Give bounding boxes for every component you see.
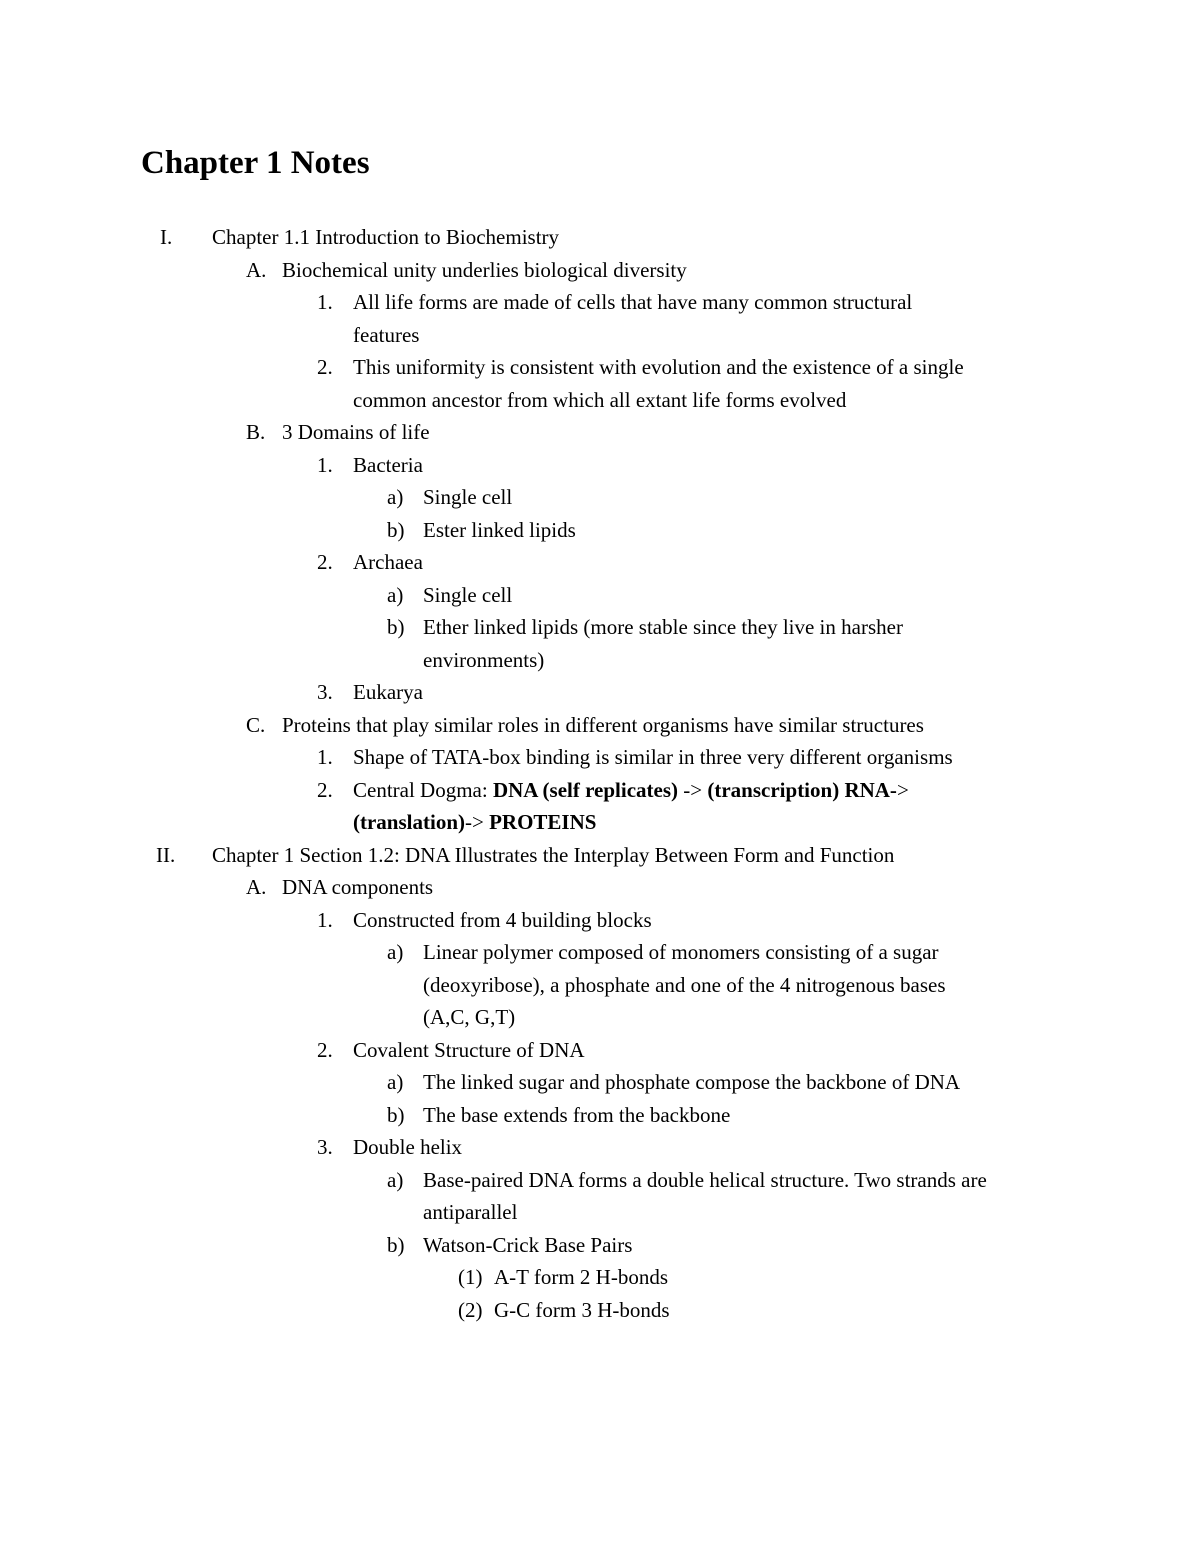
outline-text: A-T form 2 H-bonds (494, 1265, 669, 1289)
outline-item-level1 (0, 221, 1200, 254)
number-marker: 2. (317, 777, 333, 802)
roman-numeral-marker: I. (160, 225, 173, 249)
outline-item-level3 (0, 546, 1200, 579)
number-marker: 1. (317, 907, 333, 932)
letter-marker: A. (246, 257, 267, 282)
outline-item-level2 (0, 254, 1200, 287)
outline-item-level4 (0, 579, 1200, 612)
outline-text: Ester linked lipids (423, 517, 576, 542)
outline-text-line: antiparallel (423, 1200, 518, 1224)
paren-number-marker: (2) (458, 1297, 483, 1322)
letter-marker: B. (246, 420, 266, 444)
number-marker: 1. (317, 745, 333, 769)
outline-text-line: This uniformity is consistent with evolution and the existence of a single (353, 355, 964, 379)
central-dogma-proteins: PROTEINS (489, 810, 597, 834)
outline-item-level2 (0, 709, 1200, 742)
number-marker: 3. (317, 680, 333, 704)
central-dogma-arrow: -> (465, 810, 490, 834)
outline-text: The linked sugar and phosphate compose the backbone of DNA (423, 1070, 961, 1094)
outline-text: Archaea (353, 550, 423, 574)
roman-numeral-marker: II. (156, 842, 176, 867)
central-dogma-arrow: > (896, 777, 909, 802)
outline-text-line: (A,C, G,T) (423, 1005, 516, 1029)
outline-text: DNA components (282, 875, 434, 899)
outline-text-line: environments) (423, 647, 545, 672)
outline-item-level3 (0, 286, 1200, 351)
sub-letter-marker: b) (387, 1232, 405, 1257)
outline-text: Watson-Crick Base Pairs (423, 1232, 633, 1257)
outline-text: Bacteria (353, 452, 423, 477)
number-marker: 1. (317, 452, 333, 477)
outline-item-level4 (0, 611, 1200, 676)
outline-item-level3 (0, 351, 1200, 416)
outline-text: Proteins that play similar roles in different organisms have similar structures (282, 712, 924, 737)
outline-text-line: Ether linked lipids (more stable since they live in harsher (423, 615, 903, 639)
notes-outline (0, 221, 1200, 1326)
outline-text: Shape of TATA-box binding is similar in three very different organisms (353, 745, 953, 769)
outline-item-level4 (0, 936, 1200, 1034)
central-dogma-translation: (translation) (353, 810, 465, 834)
outline-item-level3 (0, 1034, 1200, 1067)
outline-item-level4 (0, 514, 1200, 547)
outline-text: Biochemical unity underlies biological diversity (282, 257, 687, 282)
sub-letter-marker: b) (387, 1102, 405, 1127)
sub-letter-marker: a) (387, 1167, 404, 1192)
number-marker: 2. (317, 355, 333, 379)
outline-item-level3 (0, 904, 1200, 937)
sub-letter-marker: a) (387, 940, 404, 964)
number-marker: 2. (317, 550, 333, 574)
outline-item-level4 (0, 1164, 1200, 1229)
letter-marker: A. (246, 875, 267, 899)
letter-marker: C. (246, 712, 266, 737)
section-heading: Chapter 1 Section 1.2: DNA Illustrates the Interplay Between Form and Function (212, 842, 895, 867)
number-marker: 3. (317, 1135, 333, 1159)
outline-item-level1 (0, 839, 1200, 872)
paren-number-marker: (1) (458, 1265, 483, 1289)
outline-item-level3 (0, 1131, 1200, 1164)
outline-text: Single cell (423, 582, 513, 607)
central-dogma-dna: DNA (self replicates) (492, 777, 679, 802)
outline-text-line: common ancestor from which all extant life forms evolved (353, 387, 847, 412)
outline-item-level4 (0, 1099, 1200, 1132)
outline-item-level5 (0, 1261, 1200, 1294)
outline-item-level3 (0, 449, 1200, 482)
outline-text-line: All life forms are made of cells that have many common structural (353, 290, 913, 314)
page-title: Chapter 1 Notes (141, 145, 370, 181)
outline-item-level2 (0, 871, 1200, 904)
sub-letter-marker: a) (387, 1070, 404, 1094)
outline-item-level2 (0, 416, 1200, 449)
outline-item-level4 (0, 1229, 1200, 1262)
outline-text: G-C form 3 H-bonds (494, 1297, 670, 1322)
number-marker: 1. (317, 290, 333, 314)
outline-item-level3 (0, 741, 1200, 774)
sub-letter-marker: b) (387, 615, 405, 639)
sub-letter-marker: a) (387, 582, 404, 607)
central-dogma-arrow: -> (678, 777, 708, 802)
outline-text: 3 Domains of life (282, 420, 430, 444)
outline-text: Single cell (423, 485, 513, 509)
outline-text-line: Linear polymer composed of monomers consisting of a sugar (423, 940, 939, 964)
outline-text-line: Base-paired DNA forms a double helical structure. Two strands are (423, 1167, 987, 1192)
section-heading: Chapter 1.1 Introduction to Biochemistry (212, 225, 560, 249)
outline-text-line: (deoxyribose), a phosphate and one of the 4 nitrogenous bases (423, 972, 946, 997)
outline-text: The base extends from the backbone (423, 1102, 731, 1127)
outline-item-level3 (0, 774, 1200, 839)
outline-item-level3 (0, 676, 1200, 709)
outline-text: Eukarya (353, 680, 423, 704)
outline-item-level5 (0, 1294, 1200, 1327)
outline-text: Double helix (353, 1135, 463, 1159)
outline-text: Constructed from 4 building blocks (353, 907, 652, 932)
outline-item-level4 (0, 481, 1200, 514)
number-marker: 2. (317, 1037, 333, 1062)
sub-letter-marker: b) (387, 517, 405, 542)
central-dogma-prefix: Central Dogma: (353, 777, 493, 802)
central-dogma-line (353, 806, 596, 839)
outline-item-level4 (0, 1066, 1200, 1099)
outline-text-line: features (353, 322, 420, 347)
sub-letter-marker: a) (387, 485, 404, 509)
central-dogma-line (353, 774, 909, 807)
outline-text: Covalent Structure of DNA (353, 1037, 585, 1062)
central-dogma-rna: (transcription) RNA- (707, 777, 897, 802)
